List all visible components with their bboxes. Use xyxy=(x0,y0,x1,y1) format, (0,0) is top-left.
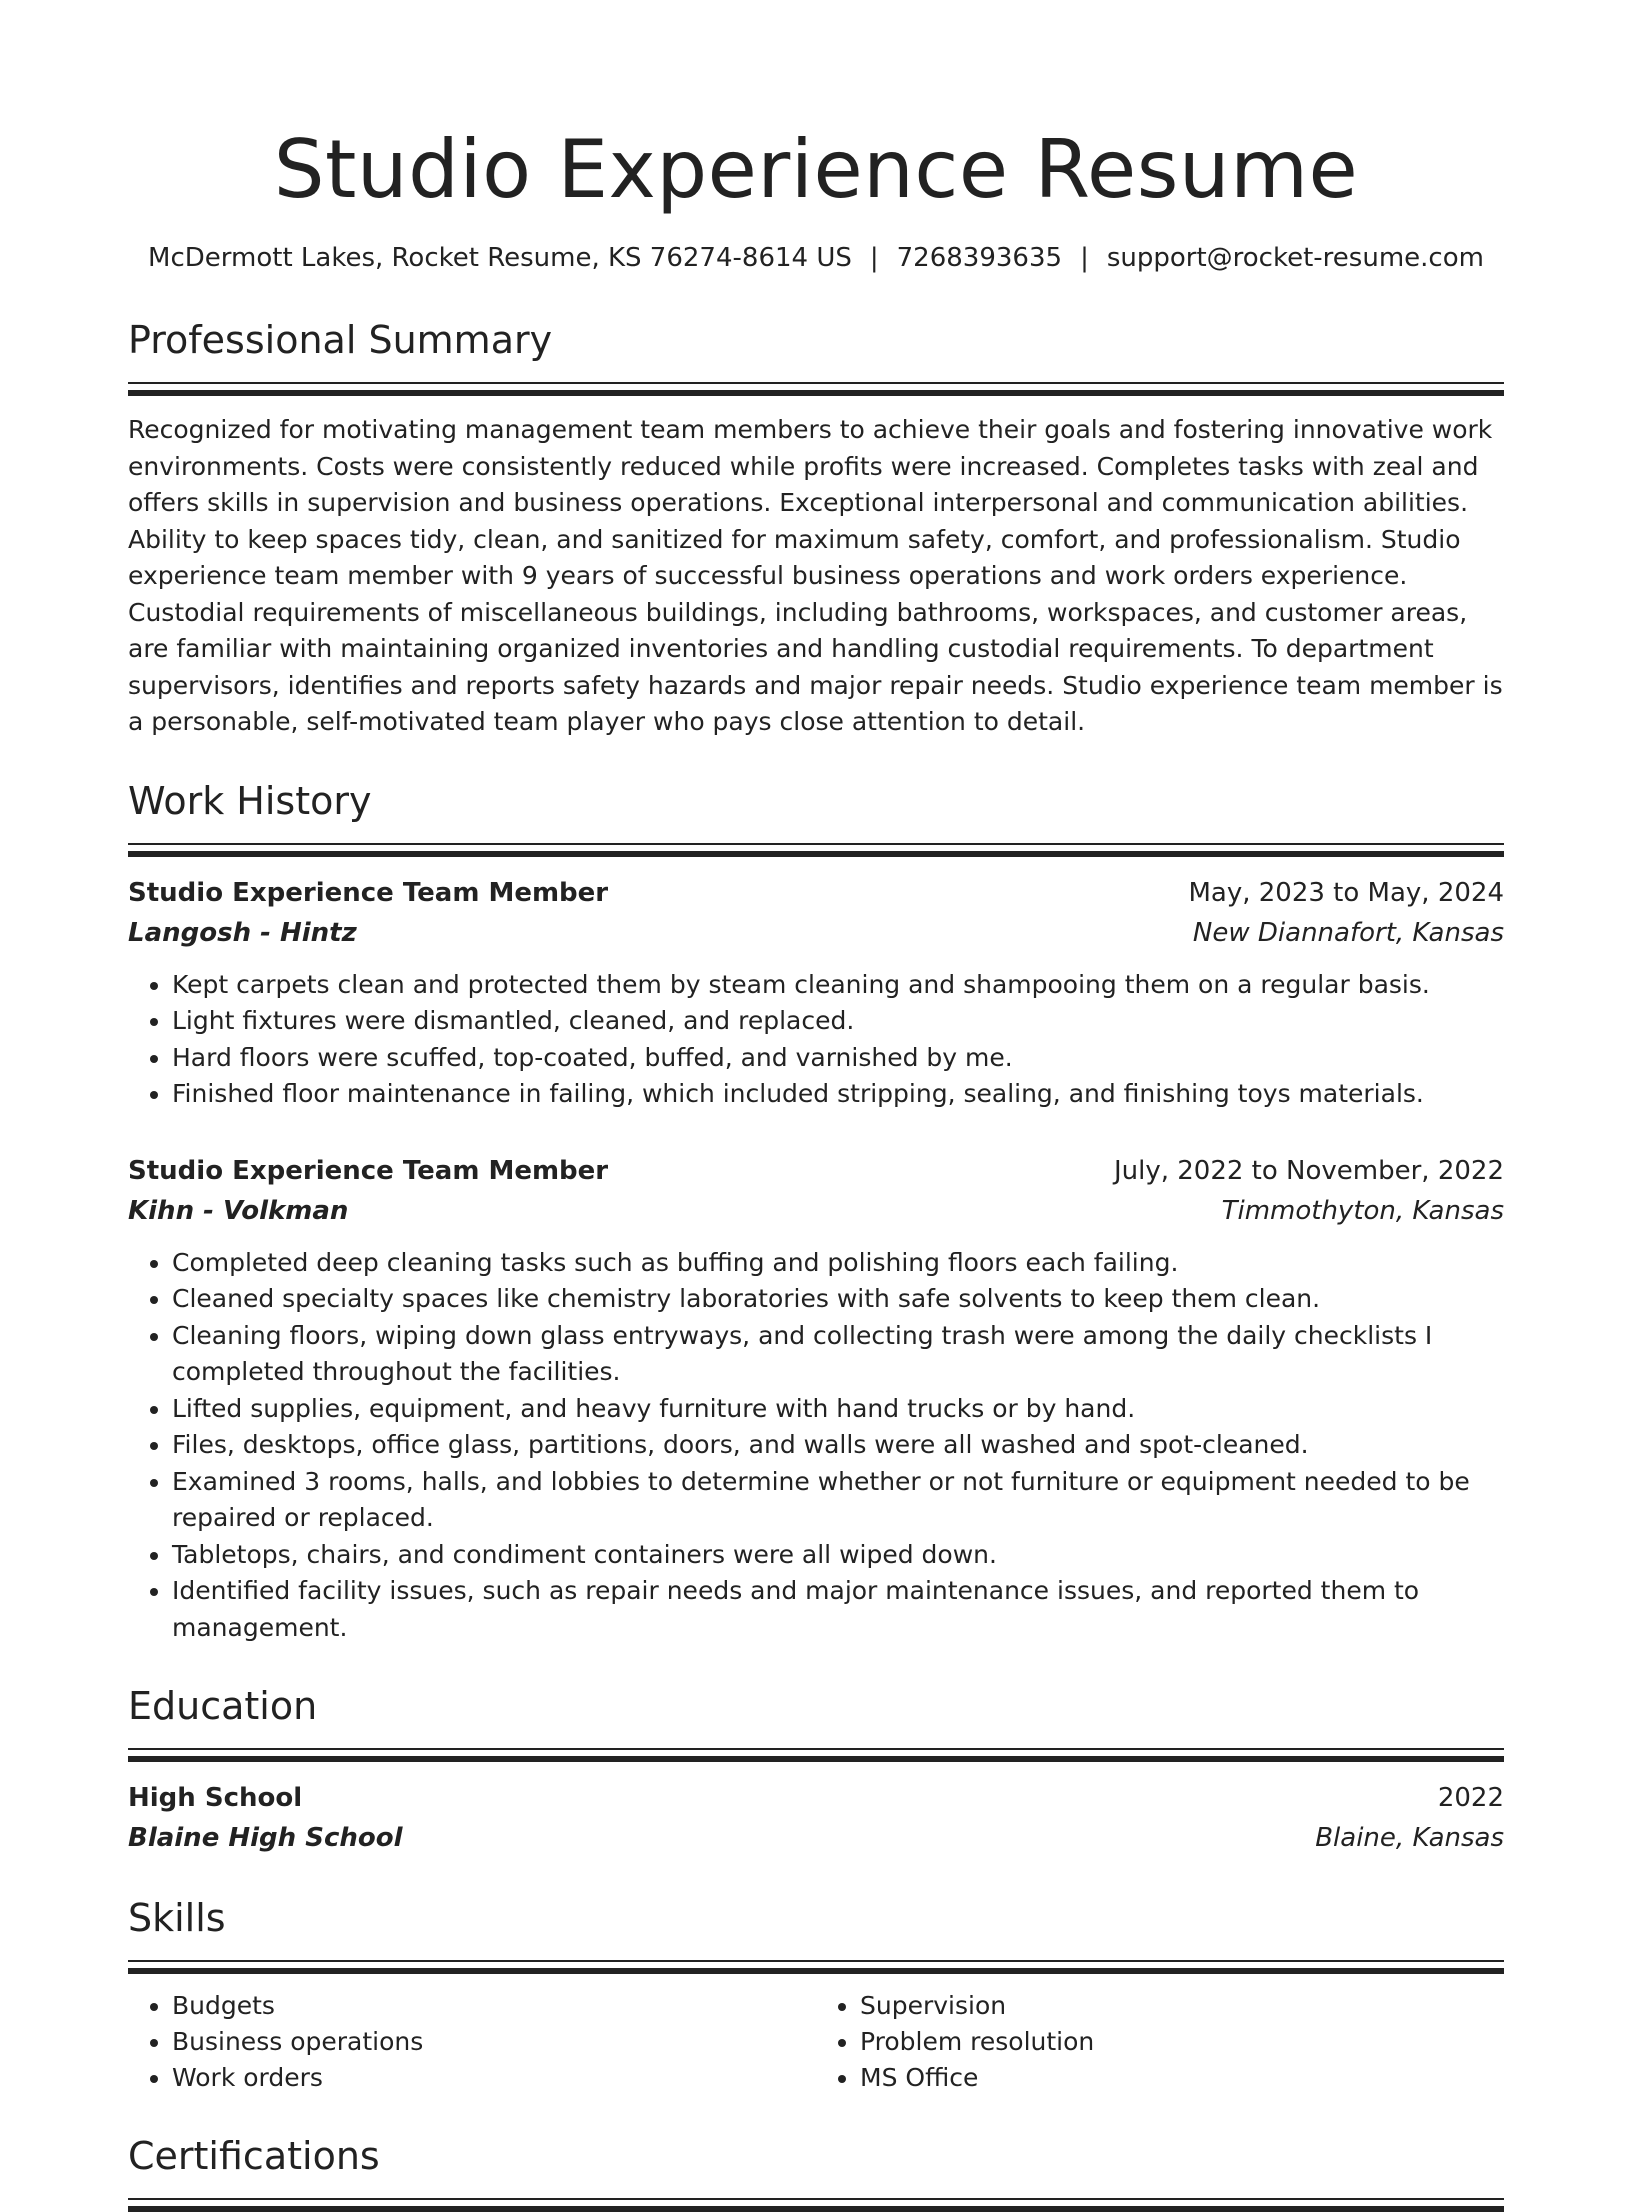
skills-list xyxy=(128,1988,1504,2096)
contact-separator: | xyxy=(869,243,879,273)
list-item: • Examined 3 rooms, halls, and lobbies to determine whether or not furniture or equipment needed to be repaired or replaced. xyxy=(172,1464,1504,1537)
list-item: • Files, desktops, office glass, partitions, doors, and walls were all washed and spot-cleaned. xyxy=(172,1427,1504,1464)
list-item: • Supervision xyxy=(860,1988,1504,2024)
summary-section xyxy=(128,316,1504,741)
section-divider xyxy=(128,843,1504,857)
education-section xyxy=(128,1682,1504,1858)
section-heading-certifications: Certifications xyxy=(128,2134,380,2178)
list-item: • Hard floors were scuffed, top-coated, buffed, and varnished by me. xyxy=(172,1040,1504,1077)
list-item: • Cleaned specialty spaces like chemistry laboratories with safe solvents to keep them clean. xyxy=(172,1281,1504,1318)
education-location: Blaine, Kansas xyxy=(1315,1823,1504,1853)
contact-email[interactable]: support@rocket-resume.com xyxy=(1106,243,1484,273)
contact-line xyxy=(128,240,1504,276)
job-company: Kihn - Volkman xyxy=(128,1195,349,1226)
list-item: • Cleaning floors, wiping down glass entryways, and collecting trash were among the daily checklists I completed throughout the facilities. xyxy=(172,1318,1504,1391)
job-bullets xyxy=(128,967,1504,1113)
skills-column-left xyxy=(128,1988,816,2096)
job-role: Studio Experience Team Member xyxy=(128,877,609,908)
list-item: • Identified facility issues, such as repair needs and major maintenance issues, and reported them to management. xyxy=(172,1573,1504,1646)
list-item: • MS Office xyxy=(860,2060,1504,2096)
job-location: New Diannafort, Kansas xyxy=(1192,917,1504,948)
contact-address: McDermott Lakes, Rocket Resume, KS 76274-8614 US xyxy=(148,243,852,273)
section-divider xyxy=(128,2198,1504,2212)
list-item: • Lifted supplies, equipment, and heavy furniture with hand trucks or by hand. xyxy=(172,1391,1504,1428)
section-heading-education: Education xyxy=(128,1684,318,1728)
section-divider xyxy=(128,1960,1504,1974)
job-dates: July, 2022 to November, 2022 xyxy=(1113,1155,1504,1186)
work-history-section xyxy=(128,777,1504,1647)
education-school: Blaine High School xyxy=(128,1823,403,1853)
summary-text: Recognized for motivating management team members to achieve their goals and fostering innovative work environments. Costs were consistently reduced while profits were increased. Completes tasks with zeal and offers skills in supervision and business operations. Exceptional interpersonal and communication abilities. Ability to keep spaces tidy, clean, and sanitized for maximum safety, comfort, and professionalism. Studio experience team member with 9 years of successful business operations and work orders experience. Custodial requirements of miscellaneous buildings, including bathrooms, workspaces, and customer areas, are familiar with maintaining organized inventories and handling custodial requirements. To department supervisors, identifies and reports safety hazards and major repair needs. Studio experience team member is a personable, self-motivated team player who pays close attention to detail. xyxy=(128,415,1503,736)
education-entry xyxy=(128,1778,1504,1858)
list-item: • Tabletops, chairs, and condiment containers were all wiped down. xyxy=(172,1537,1504,1574)
job-bullets xyxy=(128,1245,1504,1647)
list-item: • Finished floor maintenance in failing, which included stripping, sealing, and finishing toys materials. xyxy=(172,1076,1504,1113)
skills-column-right xyxy=(816,1988,1504,2096)
section-heading-skills: Skills xyxy=(128,1896,226,1940)
list-item: • Business operations xyxy=(172,2024,816,2060)
list-item: • Completed deep cleaning tasks such as buffing and polishing floors each failing. xyxy=(172,1245,1504,1282)
skills-section xyxy=(128,1894,1504,2096)
job-entry xyxy=(128,873,1504,1113)
list-item: • Budgets xyxy=(172,1988,816,2024)
section-divider xyxy=(128,1748,1504,1762)
list-item: • Work orders xyxy=(172,2060,816,2096)
job-company: Langosh - Hintz xyxy=(128,917,357,948)
list-item: • Light fixtures were dismantled, cleaned, and replaced. xyxy=(172,1003,1504,1040)
list-item: • Kept carpets clean and protected them by steam cleaning and shampooing them on a regular basis. xyxy=(172,967,1504,1004)
job-dates: May, 2023 to May, 2024 xyxy=(1188,877,1504,908)
list-item: • Problem resolution xyxy=(860,2024,1504,2060)
contact-separator: | xyxy=(1080,243,1089,273)
job-role: Studio Experience Team Member xyxy=(128,1155,609,1186)
certifications-section xyxy=(128,2132,1504,2212)
education-year: 2022 xyxy=(1437,1783,1504,1813)
contact-phone: 7268393635 xyxy=(896,243,1063,273)
job-location: Timmothyton, Kansas xyxy=(1221,1195,1504,1226)
page-title: Studio Experience Resume xyxy=(273,123,1359,216)
section-divider xyxy=(128,382,1504,396)
section-heading-summary: Professional Summary xyxy=(128,318,553,362)
section-heading-work: Work History xyxy=(128,778,372,823)
education-degree: High School xyxy=(128,1783,303,1813)
job-entry xyxy=(128,1151,1504,1647)
